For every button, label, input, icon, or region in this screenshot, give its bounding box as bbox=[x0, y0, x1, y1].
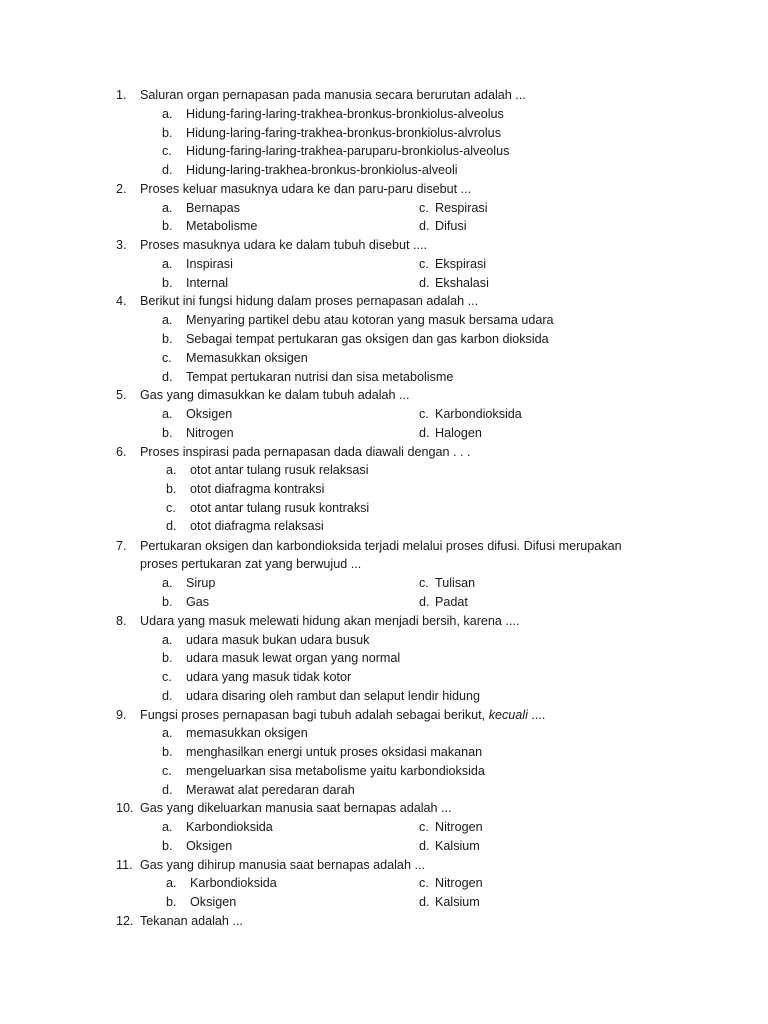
option-letter: b. bbox=[162, 332, 173, 346]
question-text: Proses keluar masuknya udara ke dan paru-paru disebut ... bbox=[140, 182, 472, 196]
option-letter: a. bbox=[162, 313, 173, 327]
option-text: otot diafragma relaksasi bbox=[190, 519, 324, 533]
question-text: proses pertukaran zat yang berwujud ... bbox=[140, 557, 362, 571]
emphasis-text: kecuali bbox=[488, 708, 528, 722]
option-text: Ekspirasi bbox=[435, 257, 487, 271]
question-number: 6. bbox=[116, 445, 127, 459]
question-number: 9. bbox=[116, 708, 127, 722]
option-text: Oksigen bbox=[186, 839, 233, 853]
question-number: 3. bbox=[116, 238, 127, 252]
option-text: Nitrogen bbox=[435, 876, 483, 890]
question-text bbox=[140, 706, 545, 725]
option-letter: b. bbox=[166, 895, 177, 909]
option-text: Nitrogen bbox=[186, 426, 234, 440]
option-text: Karbondioksida bbox=[190, 876, 277, 890]
question-text: Udara yang masuk melewati hidung akan menjadi bersih, karena .... bbox=[140, 614, 520, 628]
question-number: 11. bbox=[116, 858, 133, 872]
option-text: Karbondioksida bbox=[435, 407, 522, 421]
option-letter: d. bbox=[419, 595, 430, 609]
option-text: Kalsium bbox=[435, 895, 480, 909]
option-letter: a. bbox=[162, 576, 173, 590]
option-text: Kalsium bbox=[435, 839, 480, 853]
option-text: otot antar tulang rusuk relaksasi bbox=[190, 463, 369, 477]
option-text: Merawat alat peredaran darah bbox=[186, 783, 355, 797]
question-text: Berikut ini fungsi hidung dalam proses pernapasan adalah ... bbox=[140, 294, 479, 308]
question-number: 1. bbox=[116, 88, 127, 102]
option-text: menghasilkan energi untuk proses oksidasi makanan bbox=[186, 745, 483, 759]
option-text: Menyaring partikel debu atau kotoran yang masuk bersama udara bbox=[186, 313, 554, 327]
option-text: udara disaring oleh rambut dan selaput lendir hidung bbox=[186, 689, 481, 703]
option-text: udara masuk lewat organ yang normal bbox=[186, 651, 401, 665]
option-letter: b. bbox=[162, 839, 173, 853]
option-letter: a. bbox=[162, 407, 173, 421]
question-number: 4. bbox=[116, 294, 127, 308]
option-letter: c. bbox=[419, 257, 429, 271]
option-text: Respirasi bbox=[435, 201, 488, 215]
option-text: Karbondioksida bbox=[186, 820, 273, 834]
option-letter: a. bbox=[162, 726, 173, 740]
option-letter: b. bbox=[162, 219, 173, 233]
option-text: udara masuk bukan udara busuk bbox=[186, 633, 370, 647]
question-text: Gas yang dimasukkan ke dalam tubuh adalah ... bbox=[140, 388, 410, 402]
question-text: Proses masuknya udara ke dalam tubuh disebut .... bbox=[140, 238, 428, 252]
option-text: Sebagai tempat pertukaran gas oksigen dan gas karbon dioksida bbox=[186, 332, 549, 346]
option-letter: a. bbox=[166, 876, 177, 890]
option-text: Hidung-faring-laring-trakhea-bronkus-bronkiolus-alveolus bbox=[186, 107, 504, 121]
question-number: 12. bbox=[116, 914, 134, 928]
option-text: memasukkan oksigen bbox=[186, 726, 308, 740]
option-letter: c. bbox=[162, 351, 172, 365]
question-text-tail: .... bbox=[531, 708, 546, 722]
option-letter: b. bbox=[162, 651, 173, 665]
option-text: Tulisan bbox=[435, 576, 476, 590]
option-letter: d. bbox=[419, 839, 430, 853]
option-text: Hidung-laring-trakhea-bronkus-bronkiolus-alveoli bbox=[186, 163, 458, 177]
option-text: Bernapas bbox=[186, 201, 240, 215]
option-text: Hidung-faring-laring-trakhea-paruparu-bronkiolus-alveolus bbox=[186, 144, 510, 158]
option-text: Metabolisme bbox=[186, 219, 258, 233]
option-letter: d. bbox=[419, 895, 430, 909]
option-text: Sirup bbox=[186, 576, 216, 590]
option-text: Inspirasi bbox=[186, 257, 233, 271]
question-text: Gas yang dikeluarkan manusia saat bernapas adalah ... bbox=[140, 801, 452, 815]
option-letter: a. bbox=[162, 201, 173, 215]
option-letter: a. bbox=[162, 257, 173, 271]
option-text: Difusi bbox=[435, 219, 467, 233]
option-text: Internal bbox=[186, 276, 229, 290]
option-letter: c. bbox=[419, 576, 429, 590]
option-letter: c. bbox=[162, 670, 172, 684]
option-letter: c. bbox=[419, 407, 429, 421]
option-letter: c. bbox=[419, 820, 429, 834]
option-letter: c. bbox=[162, 144, 172, 158]
question-text: Gas yang dihirup manusia saat bernapas adalah ... bbox=[140, 858, 425, 872]
option-letter: b. bbox=[162, 276, 173, 290]
question-number: 2. bbox=[116, 182, 127, 196]
question-text: Proses inspirasi pada pernapasan dada diawali dengan . . . bbox=[140, 445, 471, 459]
question-text: Saluran organ pernapasan pada manusia secara berurutan adalah ... bbox=[140, 88, 526, 102]
option-letter: b. bbox=[166, 482, 177, 496]
option-letter: c. bbox=[166, 501, 176, 515]
option-text: Hidung-laring-faring-trakhea-bronkus-bronkiolus-alvrolus bbox=[186, 126, 501, 140]
option-letter: d. bbox=[166, 519, 177, 533]
option-letter: c. bbox=[419, 876, 429, 890]
option-text: Oksigen bbox=[190, 895, 237, 909]
question-text-main: Fungsi proses pernapasan bagi tubuh adalah sebagai berikut, bbox=[140, 708, 486, 722]
question-number: 7. bbox=[116, 539, 127, 553]
question-text: Tekanan adalah ... bbox=[140, 914, 243, 928]
question-number: 10. bbox=[116, 801, 134, 815]
option-letter: b. bbox=[162, 745, 173, 759]
option-letter: a. bbox=[162, 107, 173, 121]
option-letter: b. bbox=[162, 595, 173, 609]
question-number: 8. bbox=[116, 614, 127, 628]
option-text: Oksigen bbox=[186, 407, 233, 421]
option-text: Nitrogen bbox=[435, 820, 483, 834]
option-text: otot antar tulang rusuk kontraksi bbox=[190, 501, 370, 515]
option-letter: b. bbox=[162, 426, 173, 440]
option-letter: d. bbox=[419, 276, 430, 290]
option-letter: d. bbox=[162, 163, 173, 177]
option-letter: d. bbox=[162, 689, 173, 703]
option-text: udara yang masuk tidak kotor bbox=[186, 670, 352, 684]
option-letter: d. bbox=[162, 370, 173, 384]
option-text: mengeluarkan sisa metabolisme yaitu karbondioksida bbox=[186, 764, 485, 778]
option-letter: a. bbox=[166, 463, 177, 477]
option-text: Halogen bbox=[435, 426, 482, 440]
option-letter: a. bbox=[162, 820, 173, 834]
option-letter: c. bbox=[419, 201, 429, 215]
option-letter: b. bbox=[162, 126, 173, 140]
option-text: Tempat pertukaran nutrisi dan sisa metabolisme bbox=[186, 370, 454, 384]
option-text: Memasukkan oksigen bbox=[186, 351, 308, 365]
option-text: Gas bbox=[186, 595, 210, 609]
option-letter: c. bbox=[162, 764, 172, 778]
option-text: Ekshalasi bbox=[435, 276, 489, 290]
option-text: otot diafragma kontraksi bbox=[190, 482, 325, 496]
option-letter: d. bbox=[419, 426, 430, 440]
question-text: Pertukaran oksigen dan karbondioksida terjadi melalui proses difusi. Difusi merupakan bbox=[140, 539, 622, 553]
option-letter: a. bbox=[162, 633, 173, 647]
question-number: 5. bbox=[116, 388, 127, 402]
option-letter: d. bbox=[419, 219, 430, 233]
option-letter: d. bbox=[162, 783, 173, 797]
option-text: Padat bbox=[435, 595, 468, 609]
